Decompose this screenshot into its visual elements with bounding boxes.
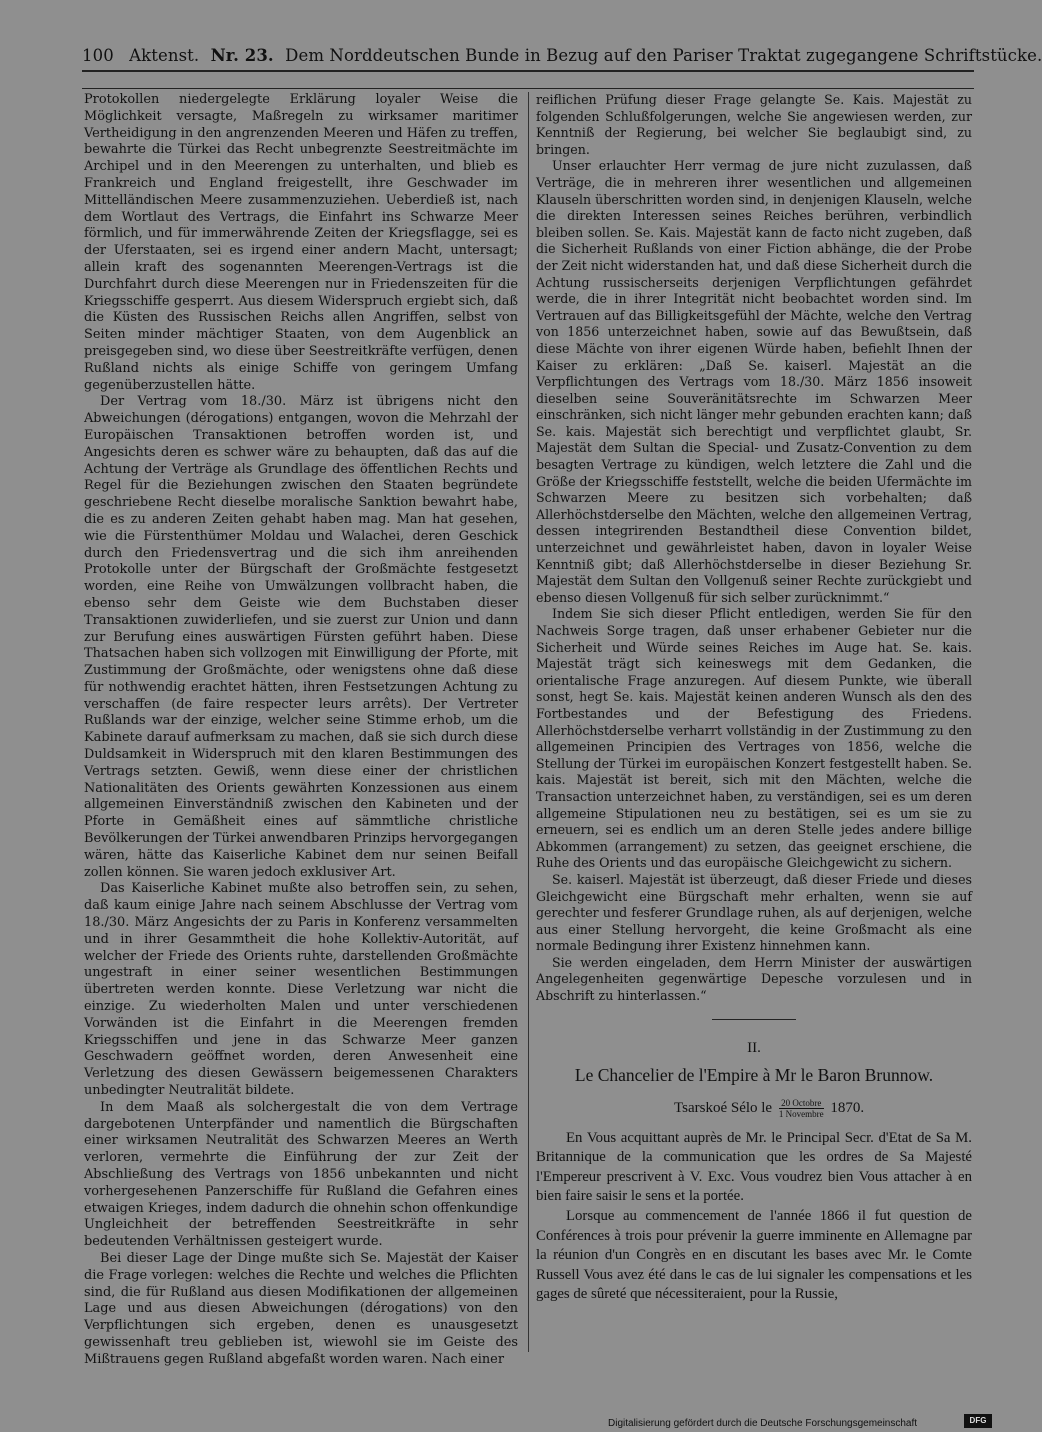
date-place: Tsarskoé Sélo le: [674, 1099, 773, 1116]
dateline: [674, 1098, 972, 1119]
section-divider: [712, 1019, 796, 1020]
french-paragraph-2: Lorsque au commencement de l'année 1866 il fut question de Conférences à trois pour prévenir la guerre imminente en Allemagne par la réunion d'un Congrès en en discutant les bases avec Mr. le Comte Russell Vous avez été dans le cas de lui signaler les compensations et les gages de sûreté que nécessiteraient, pour la Russie,: [536, 1208, 972, 1303]
column-divider: [528, 92, 529, 1352]
akten-label: Aktenst.: [129, 46, 200, 65]
page-number: 100: [82, 46, 114, 65]
document-number: Nr. 23.: [210, 46, 274, 65]
date-fraction: [779, 1098, 824, 1119]
header-rule-top: [82, 70, 974, 72]
left-paragraph-4: In dem Maaß als solchergestalt die von dem Vertrage dargebotenen Unterpfänder und namentlich die Bürgschaften einer wirksamen Neutralität des Schwarzen Meeres an Werth verloren, vermehrte die Einführung der zur Zeit der Abschließung des Vertrags von 1856 unbekannten und nicht vorhergesehenen Panzerschiffe für Rußland die Gefahren eines etwaigen Krieges, indem dadurch die ohnehin schon offenkundige Ungleichheit der betreffenden Seestreitkräfte in sehr bedeutenden Verhältnissen gesteigert wurde.: [84, 1099, 518, 1250]
right-paragraph-2: Unser erlauchter Herr vermag de jure nicht zuzulassen, daß Verträge, die in mehreren ihrer wesentlichen und allgemeinen Klauseln überschritten worden sind, in denjenigen Klauseln, welche die direkten Interessen seines Reiches berühren, verbindlich bleiben sollen. Se. Kais. Majestät kann de facto nicht zugeben, daß die Sicherheit Rußlands von einer Fiction abhänge, die der Probe der Zeit nicht widerstanden hat, und daß diese Sicherheit durch die Achtung russischerseits derjenigen Verpflichtungen gefährdet werde, die in ihrer Integrität nicht beobachtet worden sind. Im Vertrauen auf das Billigkeitsgefühl der Mächte, welche den Vertrag von 1856 unterzeichnet haben, sowie auf das Bewußtsein, daß diese Mächte von ihrer eigenen Würde haben, befiehlt Ihnen der Kaiser zu erklären: „Daß Se. kaiserl. Majestät an die Verpflichtungen des Vertrags vom 18./30. März 1856 insoweit dieselben seine Souveränitätsrechte im Schwarzen Meer einschränken, sich nicht länger mehr gebunden erachten kann; daß Se. kais. Majestät sich berechtigt und verpflichtet glaubt, Sr. Majestät dem Sultan die Special- und Zusatz-Convention zu dem besagten Vertrage zu kündigen, welch letztere die Zahl und die Größe der Kriegsschiffe feststellt, welche die beiden Ufermächte im Schwarzen Meere zu besitzen sich vorbehalten; daß Allerhöchstderselbe den Mächten, welche den allgemeinen Vertrag, dessen integrirenden Bestandtheil diese Convention bildet, unterzeichnet und gewährleistet haben, davon in loyaler Weise Kenntniß gibt; daß Allerhöchstderselbe in dieser Beziehung Sr. Majestät dem Sultan den Vollgenuß seiner Rechte zurückgiebt und ebenso diesen Vollgenuß für sich selber zurücknimmt.“: [536, 158, 972, 605]
right-paragraph-4: Se. kaiserl. Majestät ist überzeugt, daß dieser Friede und dieses Gleichgewicht eine Bürgschaft mehr erhalten, wenn sie auf gerechter und fesferer Grundlage ruhen, als auf derjenigen, welche aus einer Stellung hervorgeht, die keine Großmacht als eine normale Bedingung ihrer Existenz hinnehmen kann.: [536, 871, 972, 954]
left-paragraph-2: Der Vertrag vom 18./30. März ist übrigens nicht den Abweichungen (dérogations) entgangen, wovon die Mehrzahl der Europäischen Transaktionen betroffen worden ist, und Angesichts deren es schwer wäre zu behaupten, daß das auf die Achtung der Verträge als Grundlage des öffentlichen Rechts und Regel für die Beziehungen zwischen den Staaten begründete geschriebene Recht dieselbe moralische Sanktion bewahrt habe, die es zu anderen Zeiten gehabt haben mag. Man hat gesehen, wie die Fürstenthümer Moldau und Walachei, deren Geschick durch den Friedensvertrag und die sich ihm anreihenden Protokolle unter der Bürgschaft der Großmächte festgesetzt worden, eine Reihe von Umwälzungen vollbracht haben, die ebenso sehr dem Geiste wie dem Buchstaben dieser Transaktionen zuwiderliefen, und sie zuerst zur Union und dann zur Berufung eines auswärtigen Fürsten geführt haben. Diese Thatsachen haben sich vollzogen mit Einwilligung der Pforte, mit Zustimmung der Großmächte, oder wenigstens ohne daß diese für nothwendig erachtet hätten, ihren Festsetzungen Achtung zu verschaffen (de faire respecter leurs arrêts). Der Vertreter Rußlands war der einzige, welcher seine Stimme erhob, um die Kabinete darauf aufmerksam zu machen, daß sie sich durch diese Duldsamkeit in Widerspruch mit den klaren Bestimmungen des Vertrags setzten. Gewiß, wenn diese einer der christlichen Nationalitäten des Orients gewährten Konzessionen aus einem allgemeinen Einverständniß zwischen den Kabineten und der Pforte in Gemäßheit eines auf sämmtliche christliche Bevölkerungen der Türkei anwendbaren Prinzips hervorgegangen wären, hätte das Kaiserliche Kabinet dem nur seinen Beifall zollen können. Sie waren jedoch exklusiver Art.: [84, 394, 518, 880]
right-column: [536, 92, 972, 1352]
left-column: [84, 92, 518, 1367]
date-year: 1870.: [830, 1099, 865, 1116]
date-numerator: 20 Octobre: [779, 1098, 824, 1109]
left-paragraph-5: Bei dieser Lage der Dinge mußte sich Se. Majestät der Kaiser die Frage vorlegen: welches die Rechte und welches die Pflichten sind, die für Rußland aus diesen Modifikationen der allgemeinen Lage und aus diesen Abweichungen (dérogations) von den Verpflichtungen sich ergeben, denen es unausgesetzt gewissenhaft treu geblieben ist, wiewohl sie im Geiste des Mißtrauens gegen Rußland abgefaßt worden waren. Nach einer: [84, 1250, 518, 1367]
section-numeral: II.: [747, 1039, 761, 1056]
header-rule-bottom: [82, 88, 974, 89]
right-paragraph-5: Sie werden eingeladen, dem Herrn Minister der auswärtigen Angelegenheiten gegenwärtige Depesche vorzulesen und in Abschrift zu hinterlassen.“: [536, 954, 972, 1004]
left-paragraph-1: Protokollen niedergelegte Erklärung loyaler Weise die Möglichkeit versagte, Maßregeln zu wirksamer maritimer Vertheidigung in den angrenzenden Meeren und Häfen zu treffen, bewahrte die Türkei das Recht unbegrenzte Seestreitmächte im Archipel und in den Meerengen zu unterhalten, und blieb es Frankreich und England freigestellt, ihre Geschwader im Mittelländischen Meere zusammenzuziehen. Ueberdieß ist, nach dem Wortlaut des Vertrags, die Einfahrt ins Schwarze Meer förmlich, und für immerwährende Zeiten der Kriegsflagge, sei es der Uferstaaten, sei es irgend einer andern Macht, untersagt; allein kraft des sogenannten Meerengen-Vertrags ist die Durchfahrt durch diese Meerengen nur in Friedenszeiten für die Kriegsschiffe gesperrt. Aus diesem Widerspruch ergiebt sich, daß die Küsten des Russischen Reichs allen Angriffen, selbst von Seiten minder mächtiger Staaten, von dem Augenblick an preisgegeben sind, wo diese über Seestreitkräfte verfügen, denen Rußland nichts als einige Schiffe von geringem Umfang gegenüberzustellen hätte.: [84, 92, 518, 393]
date-denominator: 1 Novembre: [778, 1108, 824, 1119]
page-header: [82, 46, 1042, 65]
digitization-credit: Digitalisierung gefördert durch die Deutsche Forschungsgemeinschaft: [608, 1418, 918, 1429]
french-paragraph-1: En Vous acquittant auprès de Mr. le Principal Secr. d'Etat de Sa M. Britannique de la communication que les ordres de Sa Majesté l'Empereur prescrivent à V. Exc. Vous voudrez bien Vous attacher à en bien faire saisir le sens et la portée.: [536, 1129, 972, 1205]
dfg-logo: DFG: [964, 1414, 992, 1428]
section-title: Le Chancelier de l'Empire à Mr le Baron Brunnow.: [574, 1064, 934, 1085]
right-paragraph-1: reiflichen Prüfung dieser Frage gelangte Se. Kais. Majestät zu folgenden Schlußfolgerungen, welche Sie angewiesen werden, zur Kenntniß der Regierung, bei welcher Sie beglaubigt sind, zu bringen.: [536, 92, 972, 157]
running-title: Dem Norddeutschen Bunde in Bezug auf den Pariser Traktat zugegangene Schriftstücke.: [285, 46, 1042, 65]
left-paragraph-3: Das Kaiserliche Kabinet mußte also betroffen sein, zu sehen, daß kaum einige Jahre nach seinem Abschlusse der Vertrag vom 18./30. März Angesichts der zu Paris in Konferenz versammelten und in ihrer Gesammtheit die hohe Kollektiv-Autorität, auf welcher der Friede des Orients ruhte, darstellenden Großmächte ungestraft in einer seiner wesentlichen Bestimmungen übertreten werden konnte. Diese Verletzung war nicht die einzige. Zu wiederholten Malen und unter verschiedenen Vorwänden ist die Einfahrt in die Meerengen fremden Kriegsschiffen und jene in das Schwarze Meer ganzen Geschwadern geöffnet worden, deren Anwesenheit eine Verletzung des diesen Gewässern beigemessenen Charakters unbedingter Neutralität bildete.: [84, 881, 518, 1099]
right-paragraph-3: Indem Sie sich dieser Pflicht entledigen, werden Sie für den Nachweis Sorge tragen, daß unser erhabener Gebieter nur die Sicherheit und Würde seines Reiches im Auge hat. Se. kais. Majestät trägt sich keineswegs mit dem Gedanken, die orientalische Frage anzuregen. Auf diesem Punkte, wie überall sonst, hegt Se. kais. Majestät keinen anderen Wunsch als den des Fortbestandes und der Befestigung des Friedens. Allerhöchstderselbe verharrt vollständig in der Zustimmung zu den allgemeinen Principien des Vertrages von 1856, welche die Stellung der Türkei im europäischen Konzert festgestellt haben. Se. kais. Majestät ist bereit, sich mit den Mächten, welche die Transaction unterzeichnet haben, zu verständigen, sei es um deren allgemeine Stipulationen neu zu bestätigen, sei es um sie zu erneuern, sei es endlich um an deren Stelle jedes andere billige Abkommen (arrangement) zu setzen, das geeignet erschiene, die Ruhe des Orients und das europäische Gleichgewicht zu sichern.: [536, 606, 972, 871]
